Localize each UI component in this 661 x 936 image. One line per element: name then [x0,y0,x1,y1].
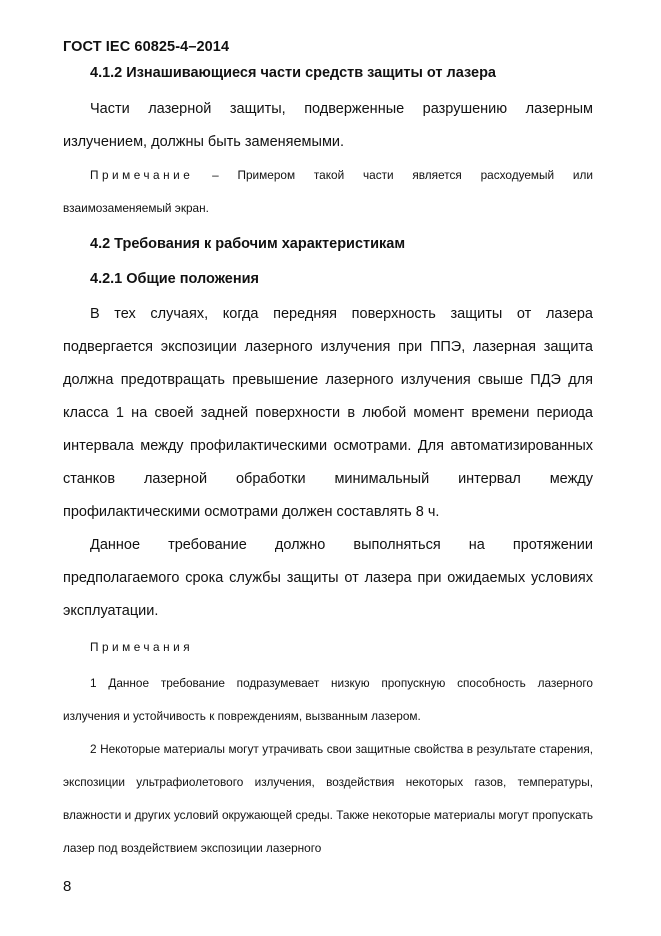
section-4-1-2-text: Части лазерной защиты, подверженные разрушению лазерным излучением, должны быть заменяемыми. [63,101,593,150]
document-code: ГОСТ IEC 60825-4–2014 [63,39,230,55]
section-4-2-title: 4.2 Требования к рабочим характеристикам [90,236,406,252]
section-4-1-2-title: 4.1.2 Изнашивающиеся части средств защиты от лазера [90,65,496,81]
page-number: 8 [63,878,72,895]
notes-label: Примечания [90,640,194,654]
section-4-2-1-title: 4.2.1 Общие положения [90,271,259,287]
section-4-1-2-note [63,159,593,225]
page-content [63,62,593,865]
note-text: – Примером такой части является расходуемый или взаимозаменяемый экран. [63,168,593,215]
section-4-2-1-paragraph-2: Данное требование должно выполняться на протяжении предполагаемого срока службы защиты от лазера при ожидаемых условиях эксплуатации. [63,537,593,619]
note-1: 1 Данное требование подразумевает низкую пропускную способность лазерного излучения и устойчивость к повреждениям, вызванным лазером. [63,676,593,723]
note-2: 2 Некоторые материалы могут утрачивать свои защитные свойства в результате старения, экспозиции ультрафиолетового излучения, воздействия некоторых газов, температуры, влажности и других условий окружающей среды. Также некоторые материалы могут пропускать лазер под воздействием экспозиции лазерного [63,742,593,855]
section-4-2-1-paragraph-1: В тех случаях, когда передняя поверхность защиты от лазера подвергается экспозиции лазерного излучения при ППЭ, лазерная защита должна предотвращать превышение лазерного излучения свыше ПДЭ для класса 1 на своей задней поверхности в любой момент времени периода интервала между профилактическими осмотрами. Для автоматизированных станков лазерной обработки минимальный интервал между профилактическими осмотрами должен составлять 8 ч. [63,306,593,520]
note-label: Примечание [90,168,194,182]
